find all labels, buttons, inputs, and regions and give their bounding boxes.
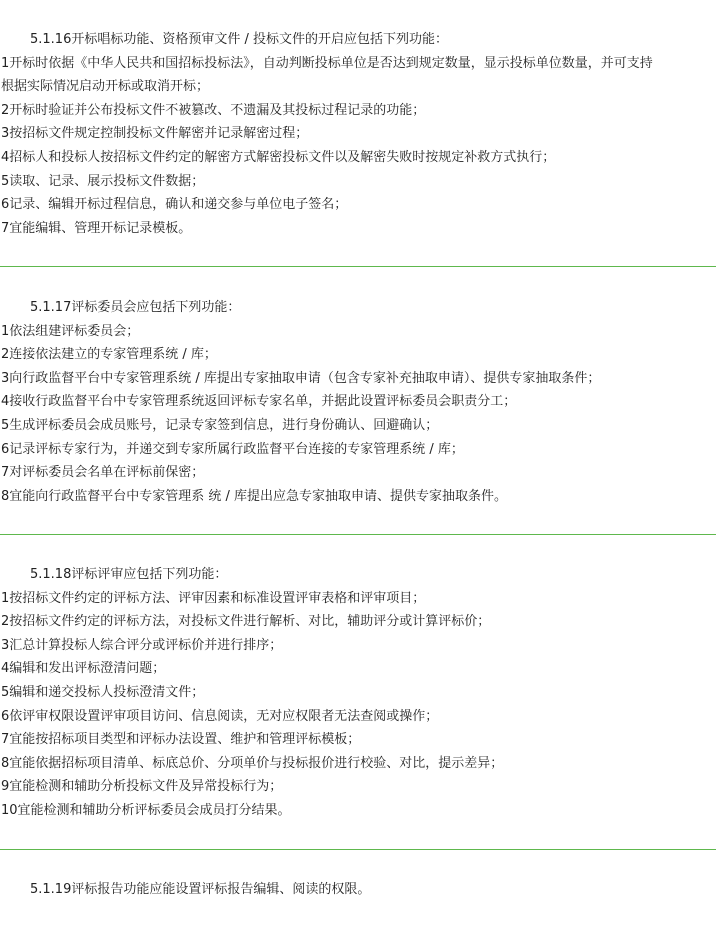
list-item: 5编辑和递交投标人投标澄清文件； (1, 684, 205, 700)
section-5-1-18 (0, 563, 720, 823)
list-item: 7对评标委员会名单在评标前保密； (1, 465, 205, 481)
list-item: 8宜能依据招标项目清单、标底总价、分项单价与投标报价进行校验、对比，提示差异； (1, 755, 504, 771)
list-item: 5生成评标委员会成员账号，记录专家签到信息，进行身份确认、回避确认； (1, 417, 439, 433)
list-item: 3向行政监督平台中专家管理系统 / 库提出专家抽取申请（包含专家补充抽取申请）、提供专家抽取条件； (1, 370, 601, 386)
list-item: 9宜能检测和辅助分析投标文件及异常投标行为； (1, 779, 283, 795)
section-5-1-17 (0, 296, 720, 508)
list-item: 7宜能按招标项目类型和评标办法设置、维护和管理评标模板； (1, 732, 361, 748)
section-divider (0, 266, 716, 267)
list-item: 6记录、编辑开标过程信息，确认和递交参与单位电子签名； (1, 197, 348, 213)
section-5-1-19 (0, 878, 720, 902)
list-item: 1依法组建评标委员会； (1, 323, 140, 339)
list-item: 10宜能检测和辅助分析评标委员会成员打分结果。 (1, 802, 291, 818)
list-item: 2连接依法建立的专家管理系统 / 库； (1, 347, 217, 363)
section-5-1-16 (0, 28, 720, 240)
list-item: 4接收行政监督平台中专家管理系统返回评标专家名单，并据此设置评标委员会职责分工； (1, 394, 517, 410)
list-item: 3按招标文件规定控制投标文件解密并记录解密过程； (1, 126, 309, 142)
list-item: 1开标时依据《中华人民共和国招标投标法》，自动判断投标单位是否达到规定数量，显示投标单位数量，并可支持 (1, 55, 653, 71)
section-heading: 5.1.16开标唱标功能、资格预审文件 / 投标文件的开启应包括下列功能： (30, 32, 448, 47)
list-item: 2开标时验证并公布投标文件不被篡改、不遗漏及其投标过程记录的功能； (1, 102, 426, 118)
list-item: 6依评审权限设置评审项目访问、信息阅读，无对应权限者无法查阅或操作； (1, 708, 439, 724)
section-heading: 5.1.17评标委员会应包括下列功能： (30, 300, 241, 315)
list-item: 4招标人和投标人按招标文件约定的解密方式解密投标文件以及解密失败时按规定补救方式执行； (1, 149, 556, 165)
section-divider (0, 534, 716, 535)
list-item: 4编辑和发出评标澄清问题； (1, 661, 166, 677)
section-heading: 5.1.18评标评审应包括下列功能： (30, 567, 228, 582)
list-item: 8宜能向行政监督平台中专家管理系 统 / 库提出应急专家抽取申请、提供专家抽取条件。 (1, 488, 508, 504)
list-item: 6记录评标专家行为，并递交到专家所属行政监督平台连接的专家管理系统 / 库； (1, 441, 464, 457)
list-item: 3汇总计算投标人综合评分或评标价并进行排序； (1, 637, 283, 653)
list-item: 2按招标文件约定的评标方法，对投标文件进行解析、对比，辅助评分或计算评标价； (1, 614, 491, 630)
section-heading: 5.1.19评标报告功能应能设置评标报告编辑、阅读的权限。 (30, 882, 371, 897)
list-item: 5读取、记录、展示投标文件数据； (1, 173, 205, 189)
section-divider (0, 849, 716, 850)
list-item: 根据实际情况启动开标或取消开标； (1, 79, 210, 95)
list-item: 7宜能编辑、管理开标记录模板。 (1, 220, 192, 236)
list-item: 1按招标文件约定的评标方法、评审因素和标准设置评审表格和评审项目； (1, 590, 426, 606)
